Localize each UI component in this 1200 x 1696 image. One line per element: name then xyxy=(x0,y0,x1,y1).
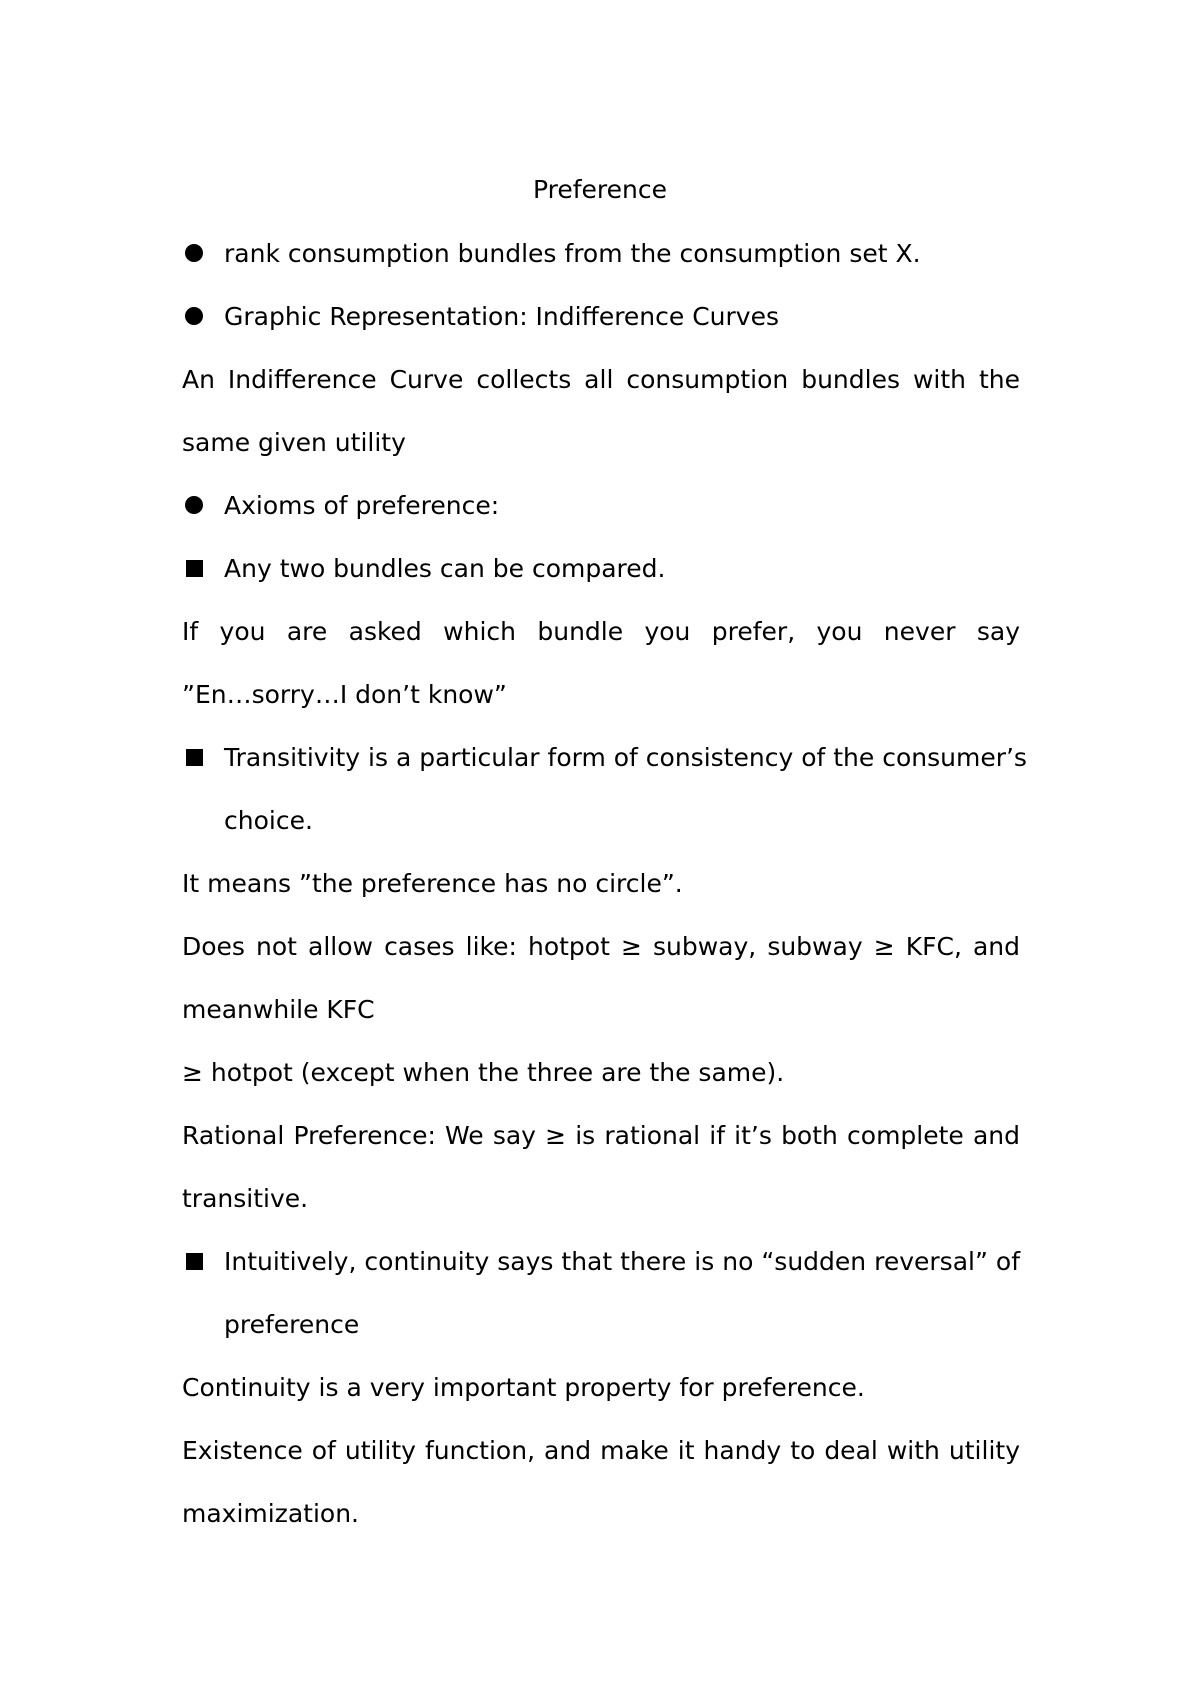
paragraph-does-not-line1: Does not allow cases like: hotpot ≥ subway, subway ≥ KFC, and xyxy=(182,932,1020,961)
bullet-circle-icon xyxy=(185,496,203,514)
bullet-rank: rank consumption bundles from the consumption set X. xyxy=(224,239,921,268)
paragraph-indifference-line1: An Indifference Curve collects all consumption bundles with the xyxy=(182,365,1020,394)
bullet-circle-icon xyxy=(185,244,203,262)
bullet-circle-icon xyxy=(185,307,203,325)
paragraph-indifference-line2: same given utility xyxy=(182,428,406,457)
item-continuity-line2: preference xyxy=(224,1310,360,1339)
paragraph-if-you-line2: ”En…sorry…I don’t know” xyxy=(182,680,507,709)
bullet-graphic: Graphic Representation: Indifference Curves xyxy=(224,302,780,331)
paragraph-continuity: Continuity is a very important property for preference. xyxy=(182,1373,865,1402)
paragraph-does-not-line3: ≥ hotpot (except when the three are the same). xyxy=(182,1058,785,1087)
paragraph-existence-line2: maximization. xyxy=(182,1499,359,1528)
bullet-square-icon xyxy=(186,749,203,766)
paragraph-if-you-line1: If you are asked which bundle you prefer, you never say xyxy=(182,617,1020,646)
item-transitivity-line1: Transitivity is a particular form of consistency of the consumer’s xyxy=(224,743,1027,772)
bullet-axioms: Axioms of preference: xyxy=(224,491,500,520)
item-continuity-line1: Intuitively, continuity says that there is no “sudden reversal” of xyxy=(224,1247,1020,1276)
bullet-square-icon xyxy=(186,1253,203,1270)
paragraph-rational-line1: Rational Preference: We say ≥ is rational if it’s both complete and xyxy=(182,1121,1020,1150)
paragraph-rational-line2: transitive. xyxy=(182,1184,309,1213)
paragraph-existence-line1: Existence of utility function, and make it handy to deal with utility xyxy=(182,1436,1020,1465)
item-compare: Any two bundles can be compared. xyxy=(224,554,666,583)
paragraph-it-means: It means ”the preference has no circle”. xyxy=(182,869,683,898)
bullet-square-icon xyxy=(186,560,203,577)
item-transitivity-line2: choice. xyxy=(224,806,313,835)
document-title: Preference xyxy=(532,175,667,204)
paragraph-does-not-line2: meanwhile KFC xyxy=(182,995,375,1024)
